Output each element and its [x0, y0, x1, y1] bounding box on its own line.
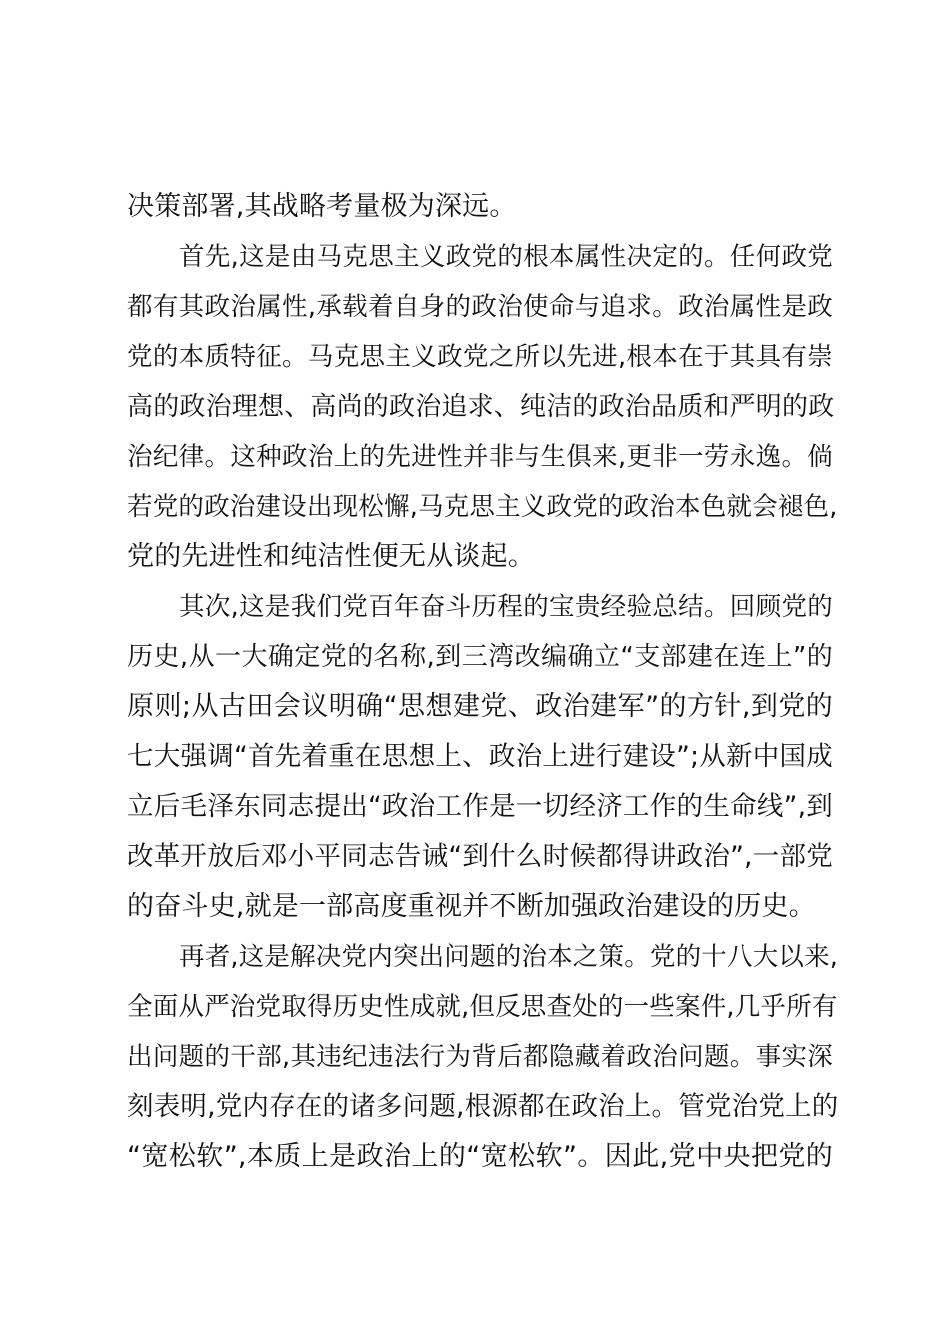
text-line: 治纪律。这种政治上的先进性并非与生俱来,更非一劳永逸。倘 — [127, 442, 833, 472]
text-line: “宽松软”,本质上是政治上的“宽松软”。因此,党中央把党的 — [127, 1141, 833, 1172]
text-line: 党的本质特征。马克思主义政党之所以先进,根本在于其具有崇 — [127, 342, 833, 372]
text-line: 原则;从古田会议明确“思想建党、政治建军”的方针,到党的 — [127, 691, 833, 722]
text-line: 历史,从一大确定党的名称,到三湾改编确立“支部建在连上”的 — [127, 642, 833, 672]
text-line: 改革开放后邓小平同志告诫“到什么时候都得讲政治”,一部党 — [127, 841, 833, 872]
text-line: 的奋斗史,就是一部高度重视并不断加强政治建设的历史。 — [127, 891, 816, 922]
text-line: 立后毛泽东同志提出“政治工作是一切经济工作的生命线”,到 — [127, 791, 833, 822]
text-line: 都有其政治属性,承载着自身的政治使命与追求。政治属性是政 — [127, 292, 833, 322]
text-line: 全面从严治党取得历史性成就,但反思查处的一些案件,几乎所有 — [127, 992, 838, 1022]
paragraph-first-line: 其次,这是我们党百年奋斗历程的宝贵经验总结。回顾党的 — [179, 592, 833, 622]
paragraph-first-line: 首先,这是由马克思主义政党的根本属性决定的。任何政党 — [179, 242, 833, 272]
text-line: 党的先进性和纯洁性便无从谈起。 — [127, 541, 535, 572]
text-line: 七大强调“首先着重在思想上、政治上进行建设”;从新中国成 — [127, 741, 833, 772]
paragraph-first-line: 再者,这是解决党内突出问题的治本之策。党的十八大以来, — [179, 942, 839, 972]
text-line: 高的政治理想、高尚的政治追求、纯洁的政治品质和严明的政 — [127, 392, 835, 422]
text-line: 刻表明,党内存在的诸多问题,根源都在政治上。管党治党上的 — [127, 1091, 839, 1122]
body-text — [127, 182, 839, 1182]
text-line: 出问题的干部,其违纪违法行为背后都隐藏着政治问题。事实深 — [127, 1042, 833, 1072]
text-line: 决策部署,其战略考量极为深远。 — [127, 191, 517, 222]
text-line: 若党的政治建设出现松懈,马克思主义政党的政治本色就会褪色, — [127, 492, 838, 522]
